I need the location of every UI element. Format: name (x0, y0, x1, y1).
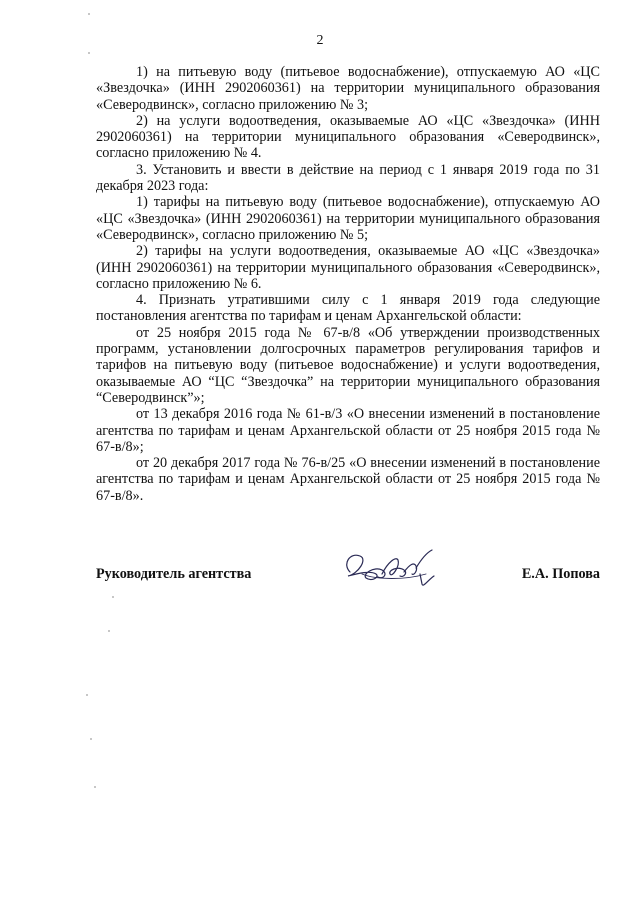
paragraph-clause-3: 3. Установить и ввести в действие на период с 1 января 2019 года по 31 декабря 2023 года: (96, 161, 600, 195)
paragraph-resolution-2017: от 20 декабря 2017 года № 76-в/25 «О внесении изменений в постановление агентства по тарифам и ценам Архангельской области от 25 ноября 2015 года № 67-в/8». (96, 455, 600, 504)
paragraph-item-2-wastewater: 2) на услуги водоотведения, оказываемые АО «ЦС «Звездочка» (ИНН 2902060361) на территории муниципального образования «Северодвинск», согласно приложению № 4. (96, 112, 600, 162)
paragraph-item-1-water: 1) на питьевую воду (питьевое водоснабжение), отпускаемую АО «ЦС «Звездочка» (ИНН 2902060361) на территории муниципального образования «Северодвинск», согласно приложению № 3; (96, 64, 600, 113)
scan-speck (86, 694, 88, 696)
scan-speck (88, 52, 90, 54)
document-body (96, 64, 600, 504)
scan-speck (90, 738, 92, 740)
handwritten-signature (336, 544, 446, 590)
signatory-title: Руководитель агентства (96, 566, 252, 582)
paragraph-resolution-2015: от 25 ноября 2015 года № 67-в/8 «Об утверждении производственных программ, установлении долгосрочных параметров регулирования тарифов и тарифов на питьевую воду (питьевое водоснабжение) и услуги водоотведения, оказываемые АО “ЦС “Звездочка” на территории муниципального образования “Северодвинск”»; (96, 324, 600, 406)
scan-speck (112, 596, 114, 598)
page-number: 2 (316, 33, 324, 48)
paragraph-tariff-water: 1) тарифы на питьевую воду (питьевое водоснабжение), отпускаемую АО «ЦС «Звездочка» (ИНН 2902060361) на территории муниципального образования «Северодвинск», согласно приложению № 5; (96, 194, 600, 243)
paragraph-tariff-wastewater: 2) тарифы на услуги водоотведения, оказываемые АО «ЦС «Звездочка» (ИНН 2902060361) на территории муниципального образования «Северодвинск», согласно приложению № 6. (96, 243, 600, 292)
scan-speck (94, 786, 96, 788)
paragraph-clause-4: 4. Признать утратившими силу с 1 января 2019 года следующие постановления агентства по тарифам и ценам Архангельской области: (96, 292, 600, 325)
scan-speck (108, 630, 110, 632)
scan-speck (88, 13, 90, 15)
paragraph-resolution-2016: от 13 декабря 2016 года № 61-в/3 «О внесении изменений в постановление агентства по тарифам и ценам Архангельской области от 25 ноября 2015 года № 67-в/8»; (96, 406, 600, 455)
signature-block (96, 566, 600, 586)
signatory-name: Е.А. Попова (521, 566, 600, 582)
